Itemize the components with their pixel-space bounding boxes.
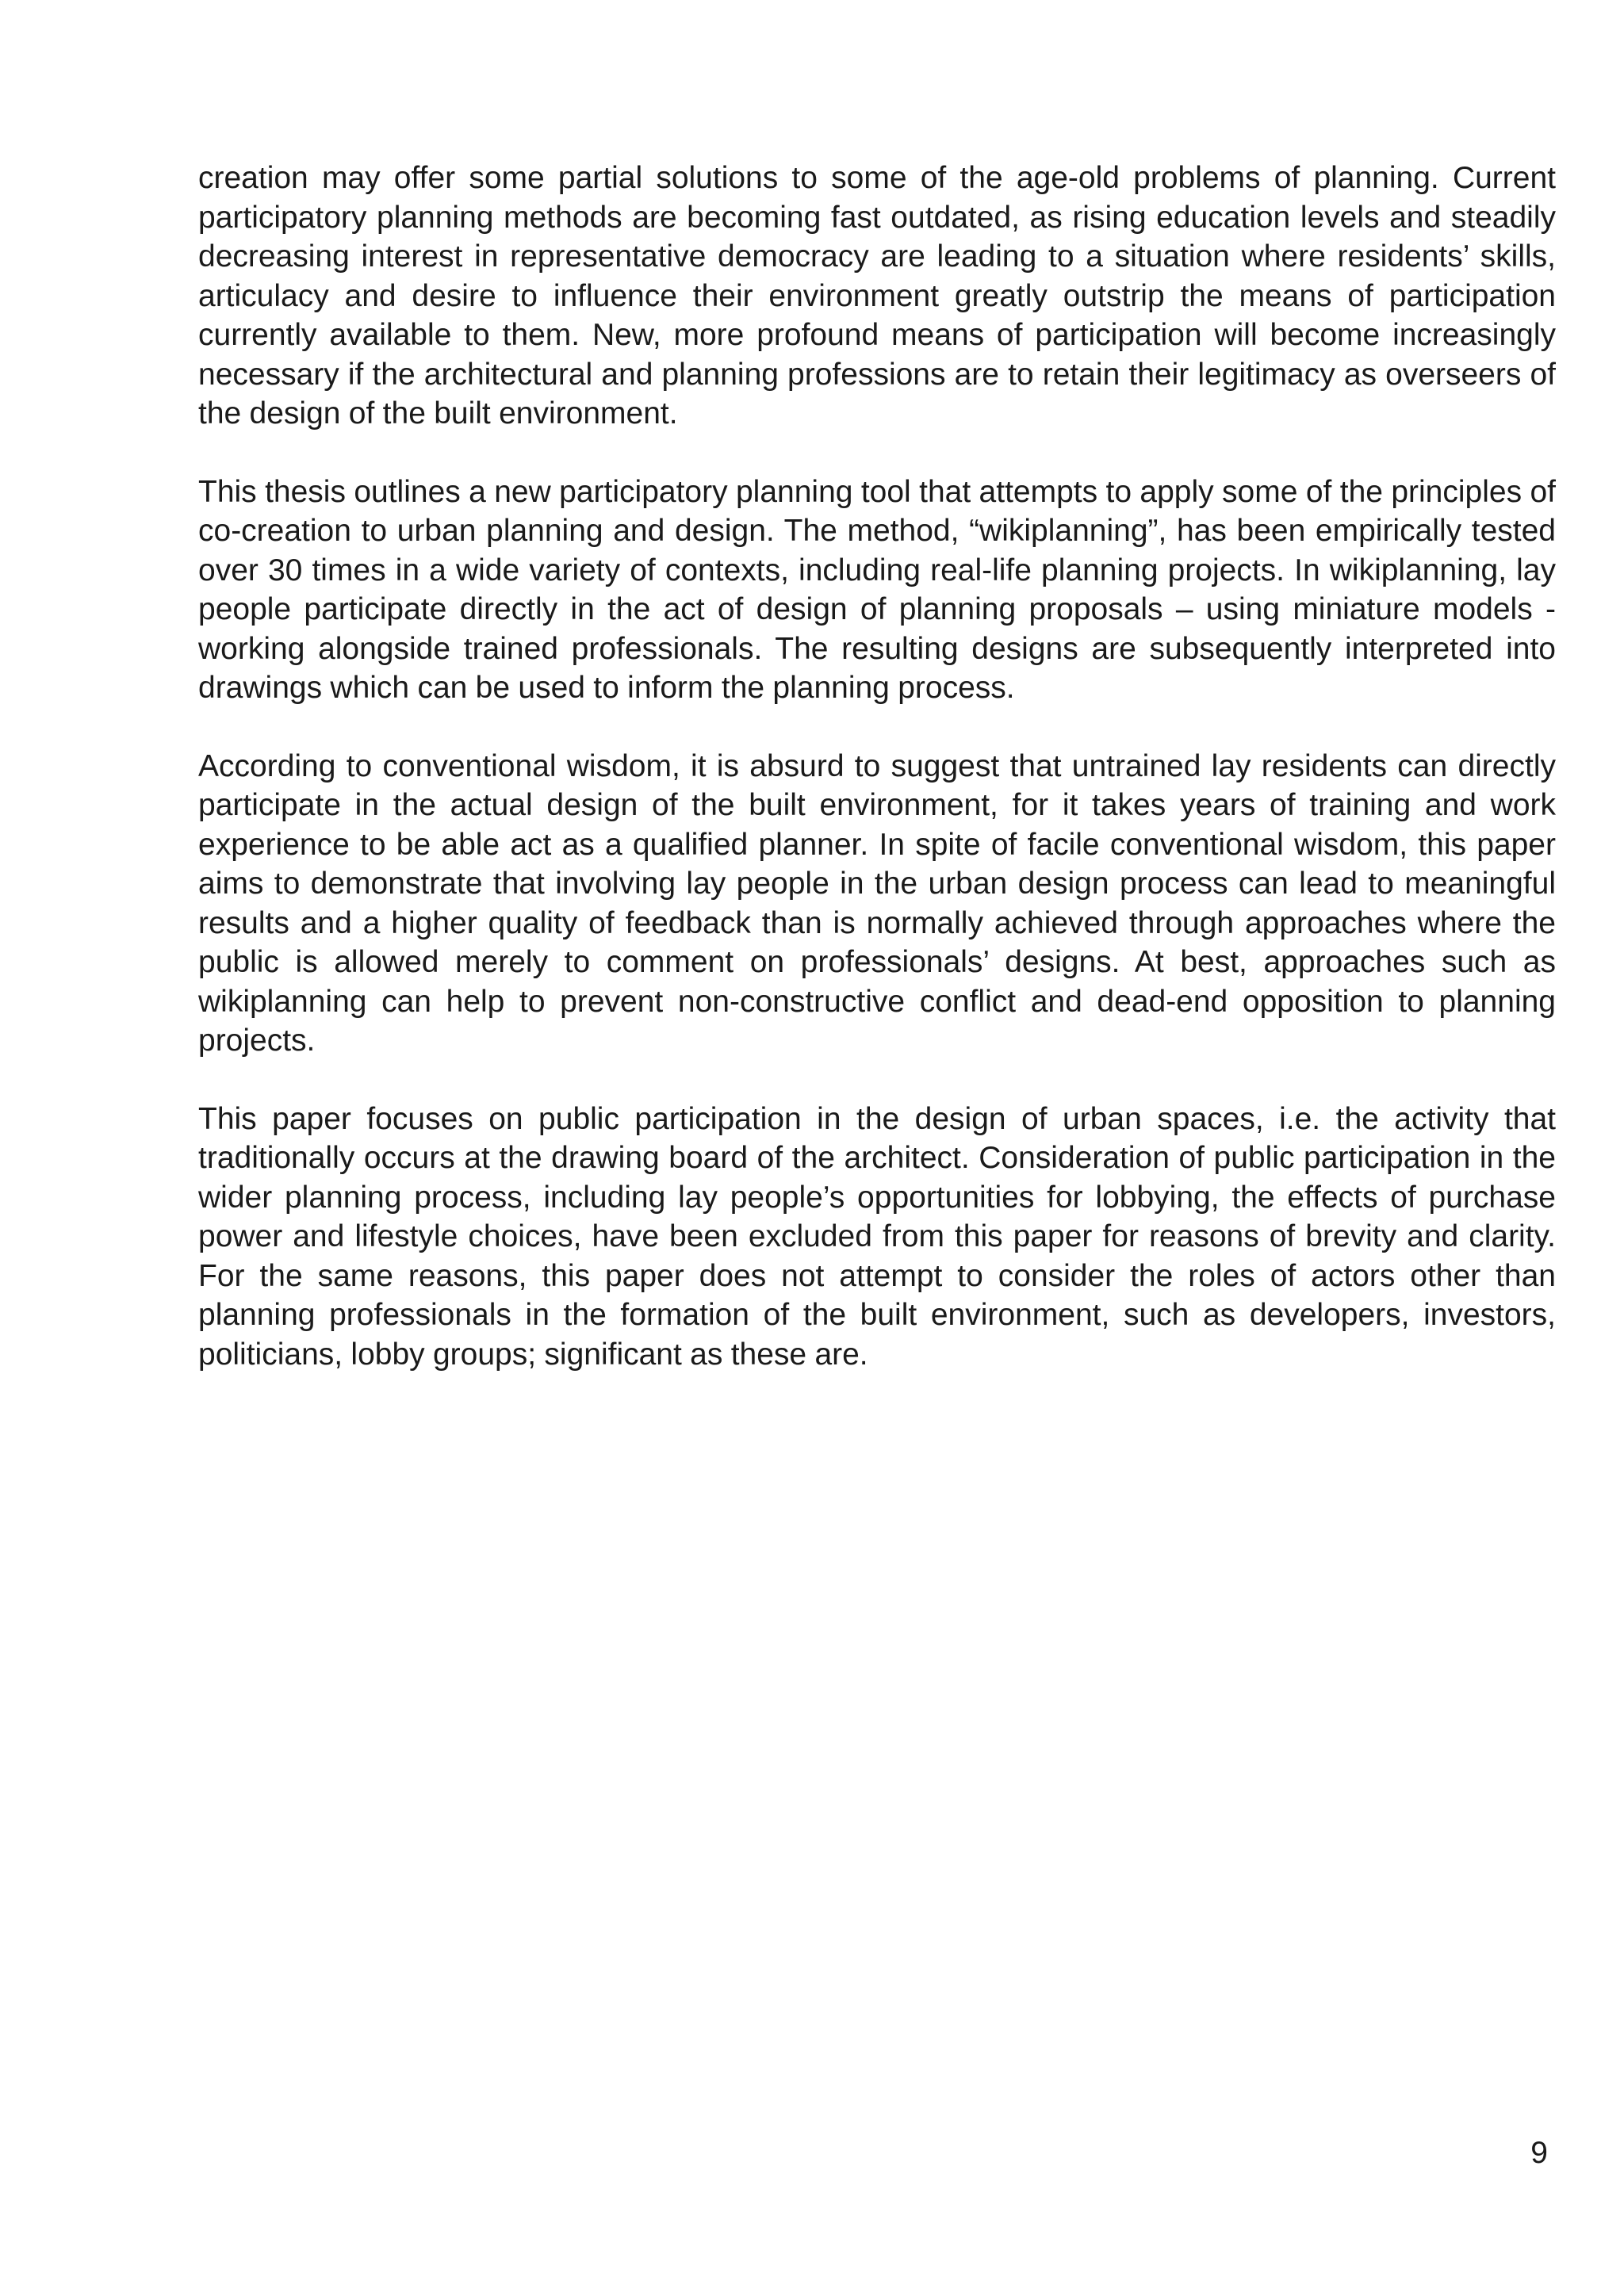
body-text <box>198 159 1556 1413</box>
paragraph-1: creation may offer some partial solutions to some of the age-old problems of planning. Current participatory planning methods are becoming fast outdated, as rising education levels and steadily decreasing interest in representative democracy are leading to a situation where residents’ skills, articulacy and desire to influence their environment greatly outstrip the means of participation currently available to them. New, more profound means of participation will become increasingly necessary if the architectural and planning professions are to retain their legitimacy as overseers of the design of the built environment. <box>198 161 1556 430</box>
paragraph-4: This paper focuses on public participation in the design of urban spaces, i.e. the activity that traditionally occurs at the drawing board of the architect. Consideration of public participation in the wider planning process, including lay people’s opportunities for lobbying, the effects of purchase power and lifestyle choices, have been excluded from this paper for reasons of brevity and clarity. For the same reasons, this paper does not attempt to consider the roles of actors other than planning professionals in the formation of the built environment, such as developers, investors, politicians, lobby groups; significant as these are. <box>198 1101 1556 1372</box>
paragraph-2: This thesis outlines a new participatory planning tool that attempts to apply some of the principles of co-creation to urban planning and design. The method, “wikiplanning”, has been empirically tested over 30 times in a wide variety of contexts, including real-life planning projects. In wikiplanning, lay people participate directly in the act of design of planning proposals – using miniature models - working alongside trained professionals. The resulting designs are subsequently interpreted into drawings which can be used to inform the planning process. <box>198 474 1556 705</box>
paragraph-3: According to conventional wisdom, it is absurd to suggest that untrained lay residents can directly participate in the actual design of the built environment, for it takes years of training and work experience to be able act as a qualified planner. In spite of facile conventional wisdom, this paper aims to demonstrate that involving lay people in the urban design process can lead to meaningful results and a higher quality of feedback than is normally achieved through approaches where the public is allowed merely to comment on professionals’ designs. At best, approaches such as wikiplanning can help to prevent non-constructive conflict and dead-end opposition to planning projects. <box>198 748 1556 1058</box>
page-number: 9 <box>1530 2136 1548 2170</box>
